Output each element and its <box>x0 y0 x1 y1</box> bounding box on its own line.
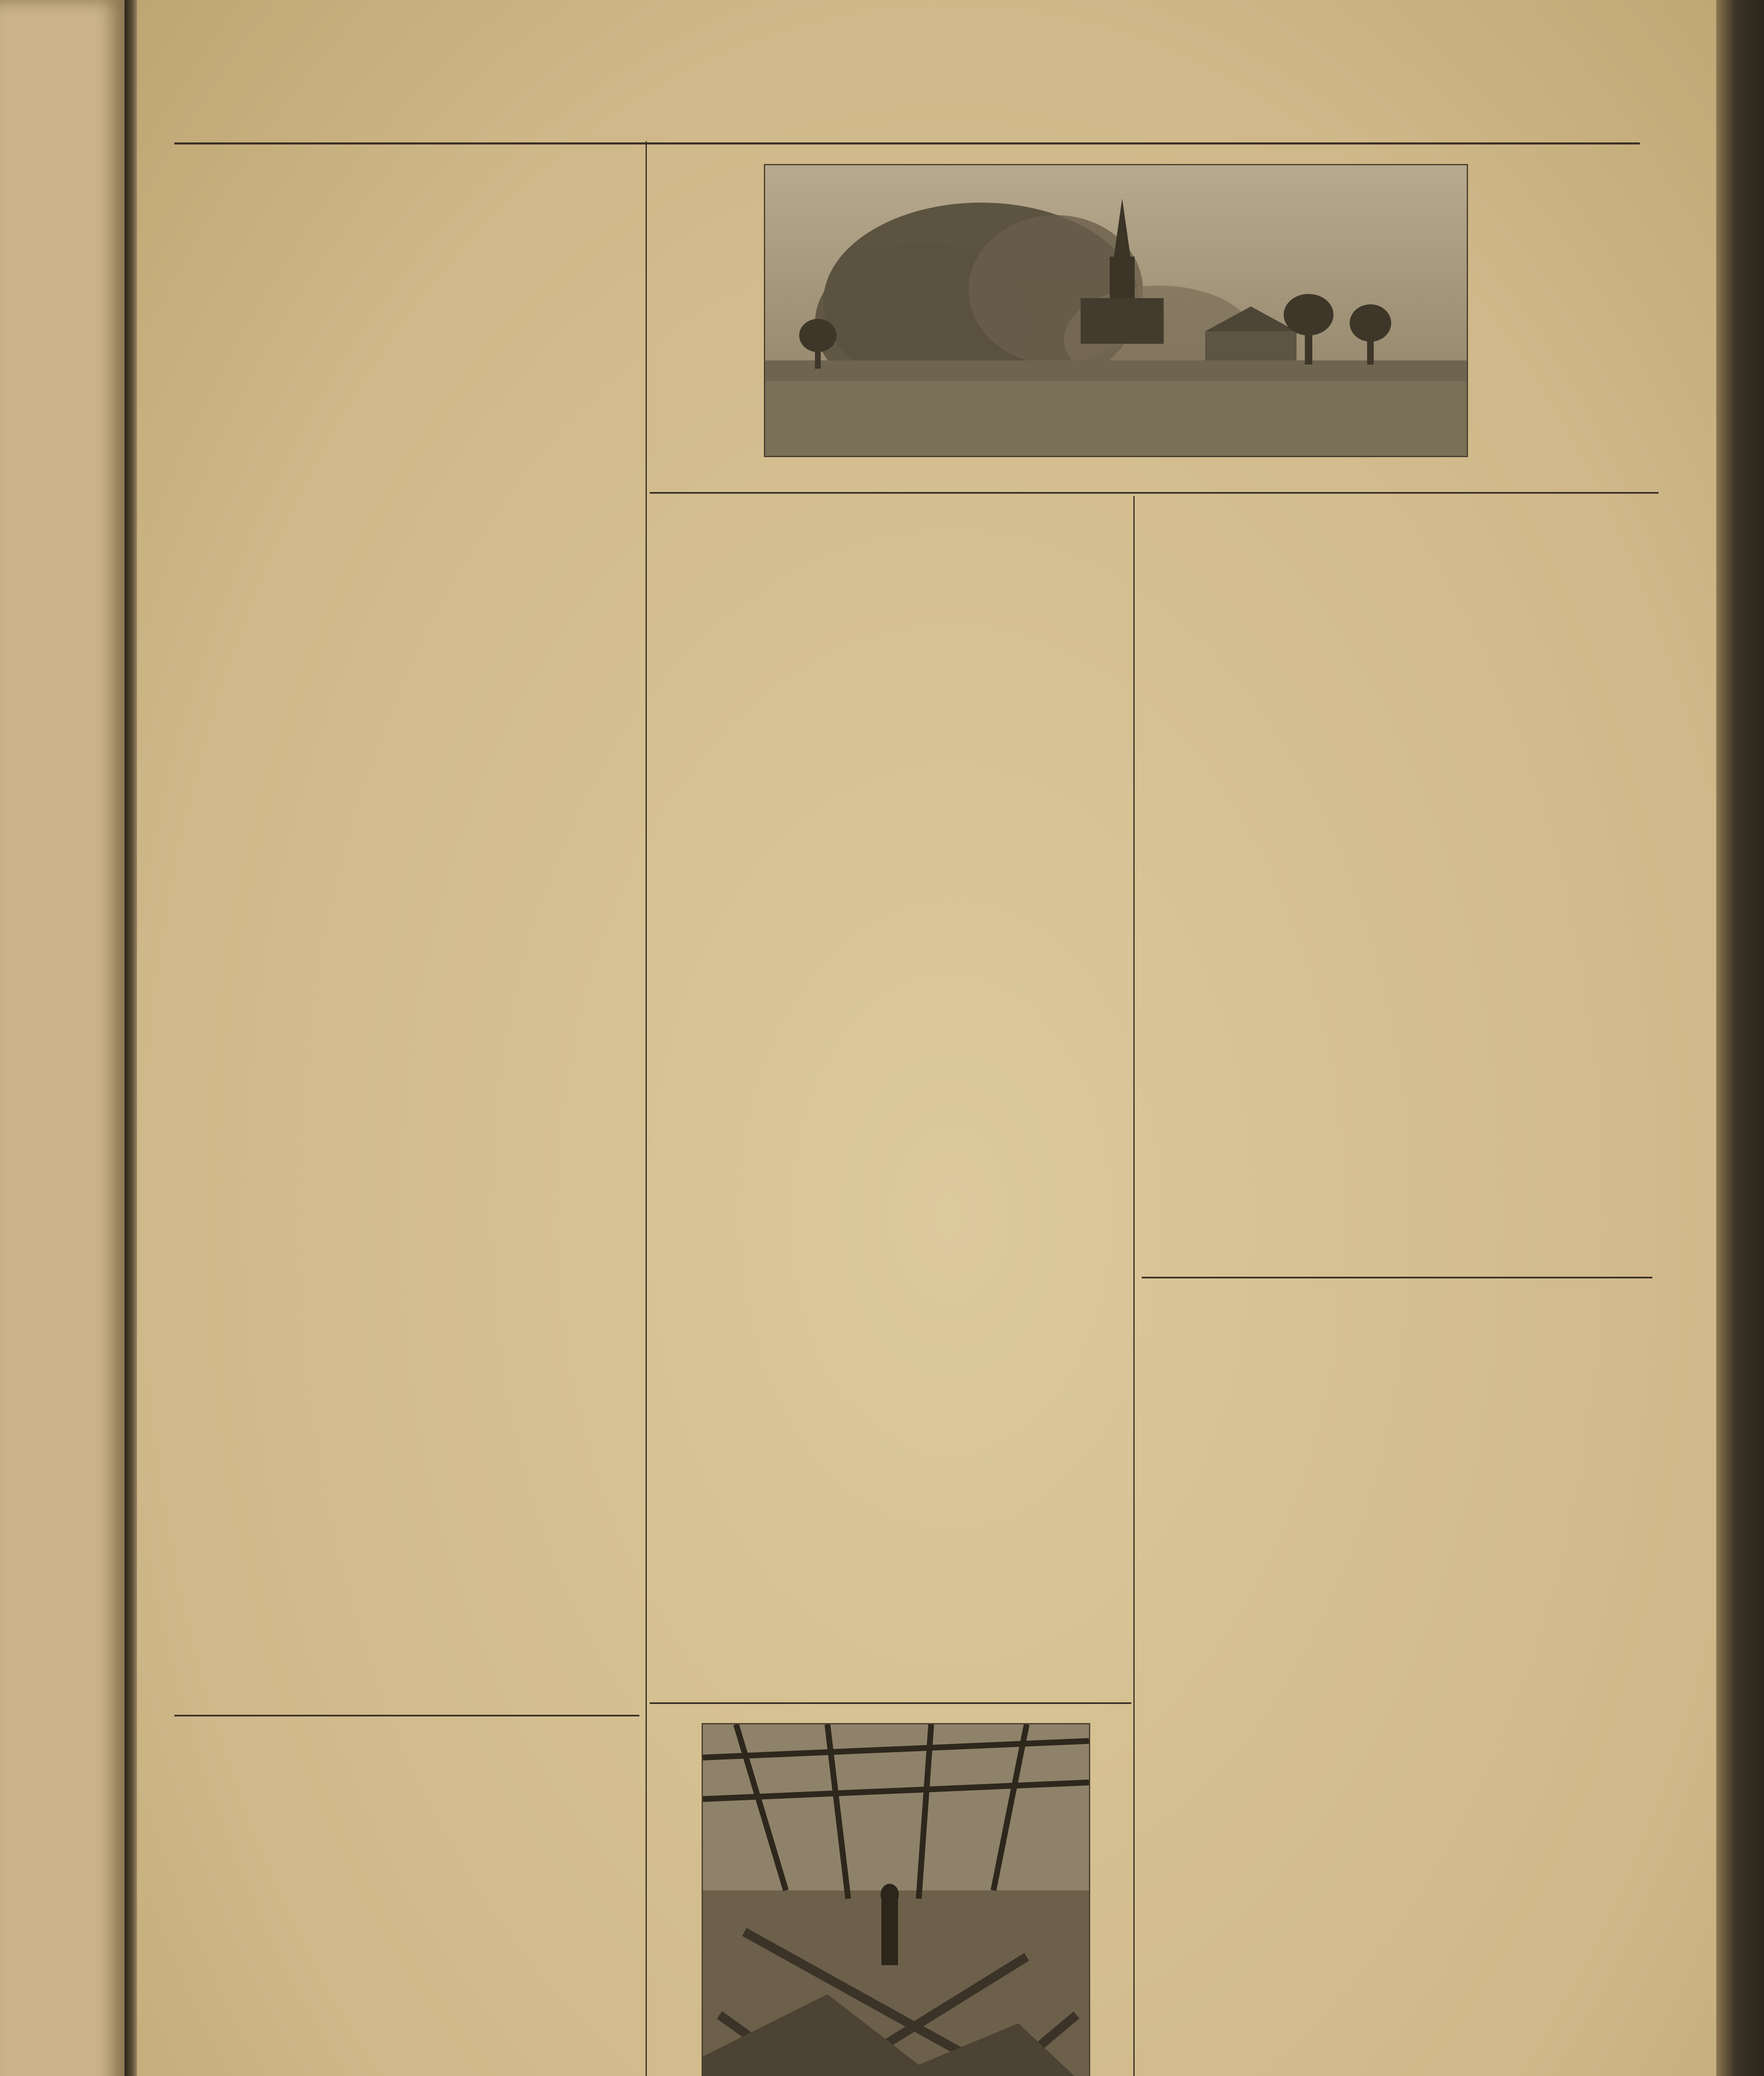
book-binding-edge <box>1716 0 1764 2076</box>
article-kaempfe-column <box>174 149 635 1777</box>
left-page-fragment <box>0 0 125 2076</box>
london-rubble-photo <box>702 1723 1090 2076</box>
column-rule-2 <box>1133 496 1135 2076</box>
sanitaet-continuation-column <box>664 509 1125 1696</box>
collapsed-building-image <box>703 1724 1089 2076</box>
left-page-text <box>0 0 116 2076</box>
explosion-landscape-image <box>765 165 1467 456</box>
sanitaet-right-column <box>1146 509 1644 1273</box>
horizontal-rule-top <box>650 492 1659 494</box>
horizontal-rule-right <box>1142 1277 1652 1278</box>
book-gutter <box>125 0 137 2076</box>
horizontal-rule-left <box>174 1715 639 1716</box>
horizontal-rule-middle <box>650 1702 1131 1704</box>
newspaper-page <box>137 0 1764 2076</box>
article-sanitaet-column <box>174 1727 635 2076</box>
article-oelleitung-column <box>1146 1287 1644 2076</box>
column-rule-1 <box>646 141 647 2076</box>
page-header <box>174 114 1640 144</box>
moorsprengung-photo <box>764 164 1468 457</box>
